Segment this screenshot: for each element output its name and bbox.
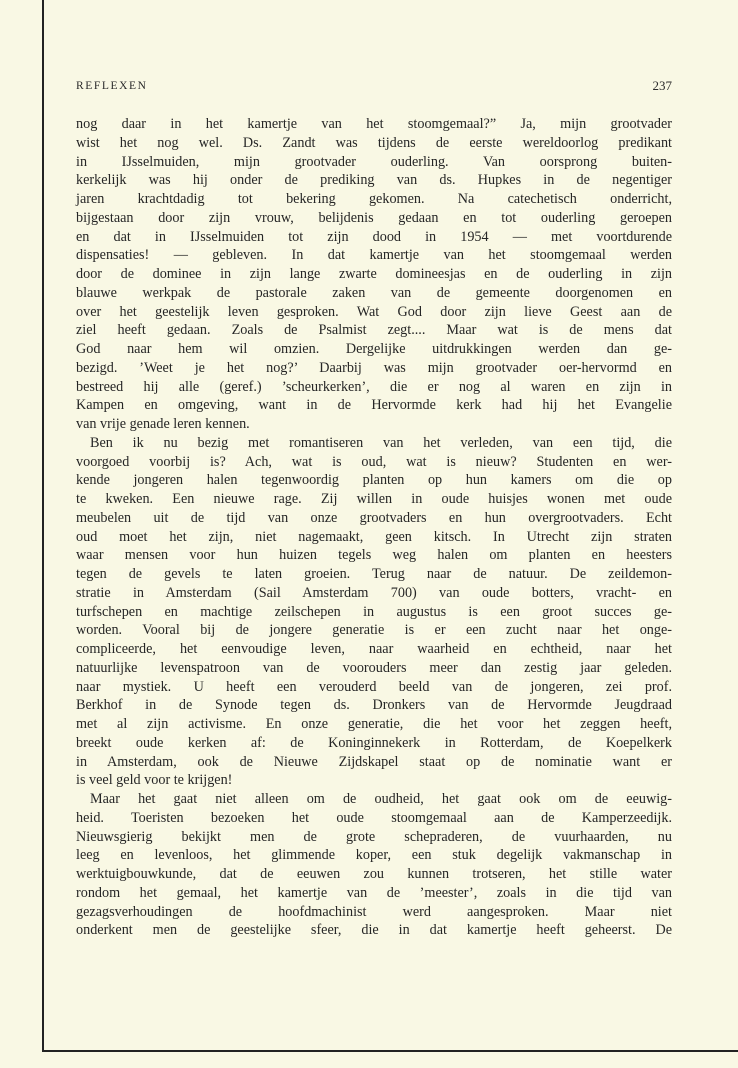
text-line: bijgestaan door zijn vrouw, belijdenis gedaan en tot ouderling geroepen (76, 209, 672, 226)
text-line: onderkent men de geestelijke sfeer, die in dat kamertje heeft geheerst. De (76, 922, 672, 939)
text-line: Ben ik nu bezig met romantiseren van het verleden, van een tijd, die (90, 434, 672, 451)
text-line: in Amsterdam, ook de Nieuwe Zijdskapel staat op de nominatie want er (76, 753, 672, 770)
text-line: te kweken. Een nieuwe rage. Zij willen in oude huisjes wonen met oude (76, 491, 672, 507)
text-line: stratie in Amsterdam (Sail Amsterdam 700) van oude botters, vracht- en (76, 584, 672, 601)
text-line: compliceerde, het eenvoudige leven, naar waarheid en echtheid, naar het (76, 641, 672, 657)
text-line: dispensaties! — gebleven. In dat kamertje van het stoomgemaal werden (76, 247, 672, 264)
text-line: naar mystiek. U heeft een verouderd beeld van de jongeren, zei prof. (76, 678, 672, 695)
text-line: blauwe werkpak de pastorale zaken van de gemeente doorgenomen en (76, 284, 672, 301)
text-line: nog daar in het kamertje van het stoomgemaal?” Ja, mijn grootvader (76, 116, 672, 132)
text-line: van vrije genade leren kennen. (76, 416, 250, 432)
text-line: Maar het gaat niet alleen om de oudheid, het gaat ook om de eeuwig- (90, 791, 672, 807)
text-line: wist het nog wel. Ds. Zandt was tijdens de eerste wereldoorlog predikant (76, 134, 672, 151)
text-line: natuurlijke levenspatroon van de voorouders meer dan zestig jaar geleden. (76, 659, 672, 676)
text-line: door de dominee in zijn lange zwarte domineesjas en de ouderling in zijn (76, 266, 672, 282)
left-margin-rule (42, 0, 44, 1052)
text-line: met al zijn activisme. En onze generatie, die het voor het zeggen heeft, (76, 716, 672, 732)
text-line: breekt oude kerken af: de Koninginnekerk in Rotterdam, de Koepelkerk (76, 734, 672, 751)
text-line: voorgoed voorbij is? Ach, wat is oud, wat is nieuw? Studenten en wer- (76, 453, 672, 470)
text-line: rondom het gemaal, het kamertje van de ’meester’, zoals in die tijd van (76, 884, 672, 901)
text-line: waar mensen voor hun huizen tegels weg halen om planten en heesters (76, 547, 672, 564)
text-line: kende jongeren halen tegenwoordig planten op hun kamers om die op (76, 472, 672, 489)
text-line: bestreed hij alle (geref.) ’scheurkerken’, die er nog al waren en zijn in (76, 378, 672, 395)
text-line: kerkelijk was hij onder de prediking van ds. Hupkes in de negentiger (76, 172, 672, 189)
text-line: turfschepen en machtige zeilschepen in augustus is een groot succes ge- (76, 603, 672, 620)
text-line: leeg en levenloos, het glimmende koper, een stuk degelijk vakmanschap in (76, 847, 672, 864)
text-line: jaren krachtdadig tot bekering gekomen. Na catechetisch onderricht, (76, 191, 672, 207)
text-line: tegen de gevels te laten groeien. Terug naar de natuur. De zeildemon- (76, 566, 672, 582)
text-line: heid. Toeristen bezoeken het oude stoomgemaal aan de Kamperzeedijk. (76, 809, 672, 826)
text-line: God naar hem wil omzien. Dergelijke uitdrukkingen werden dan ge- (76, 341, 672, 357)
text-line: Nieuwsgierig bekijkt men de grote schepraderen, de vuurhaarden, nu (76, 828, 672, 845)
text-line: worden. Vooral bij de jongere generatie is er een zucht naar het onge- (76, 622, 672, 639)
text-line: gezagsverhoudingen de hoofdmachinist werd aangesproken. Maar niet (76, 903, 672, 920)
text-line: Kampen en omgeving, want in de Hervormde kerk had hij het Evangelie (76, 397, 672, 414)
bottom-margin-rule (42, 1050, 738, 1052)
text-line: Berkhof in de Synode tegen ds. Dronkers van de Hervormde Jeugdraad (76, 697, 672, 714)
body-text (76, 115, 672, 940)
text-line: oud moet het zijn, niet nagemaakt, geen kitsch. In Utrecht zijn straten (76, 528, 672, 545)
text-line: is veel geld voor te krijgen! (76, 772, 233, 789)
text-line: in IJsselmuiden, mijn grootvader ouderling. Van oorsprong buiten- (76, 153, 672, 170)
running-head-title: REFLEXEN (76, 80, 148, 92)
text-line: ziel heeft gedaan. Zoals de Psalmist zegt.... Maar wat is de mens dat (76, 322, 672, 339)
text-line: meubelen uit de tijd van onze grootvaders en hun overgrootvaders. Echt (76, 509, 672, 526)
text-line: werktuigbouwkunde, dat de eeuwen zou kunnen trotseren, het stille water (76, 866, 672, 882)
text-line: en dat in IJsselmuiden tot zijn dood in 1954 — met voortdurende (76, 228, 672, 245)
text-line: over het geestelijk leven gesproken. Wat God door zijn lieve Geest aan de (76, 303, 672, 320)
page-number: 237 (652, 78, 672, 93)
text-line: bezigd. ’Weet je het nog?’ Daarbij was mijn grootvader oer-hervormd en (76, 359, 672, 376)
